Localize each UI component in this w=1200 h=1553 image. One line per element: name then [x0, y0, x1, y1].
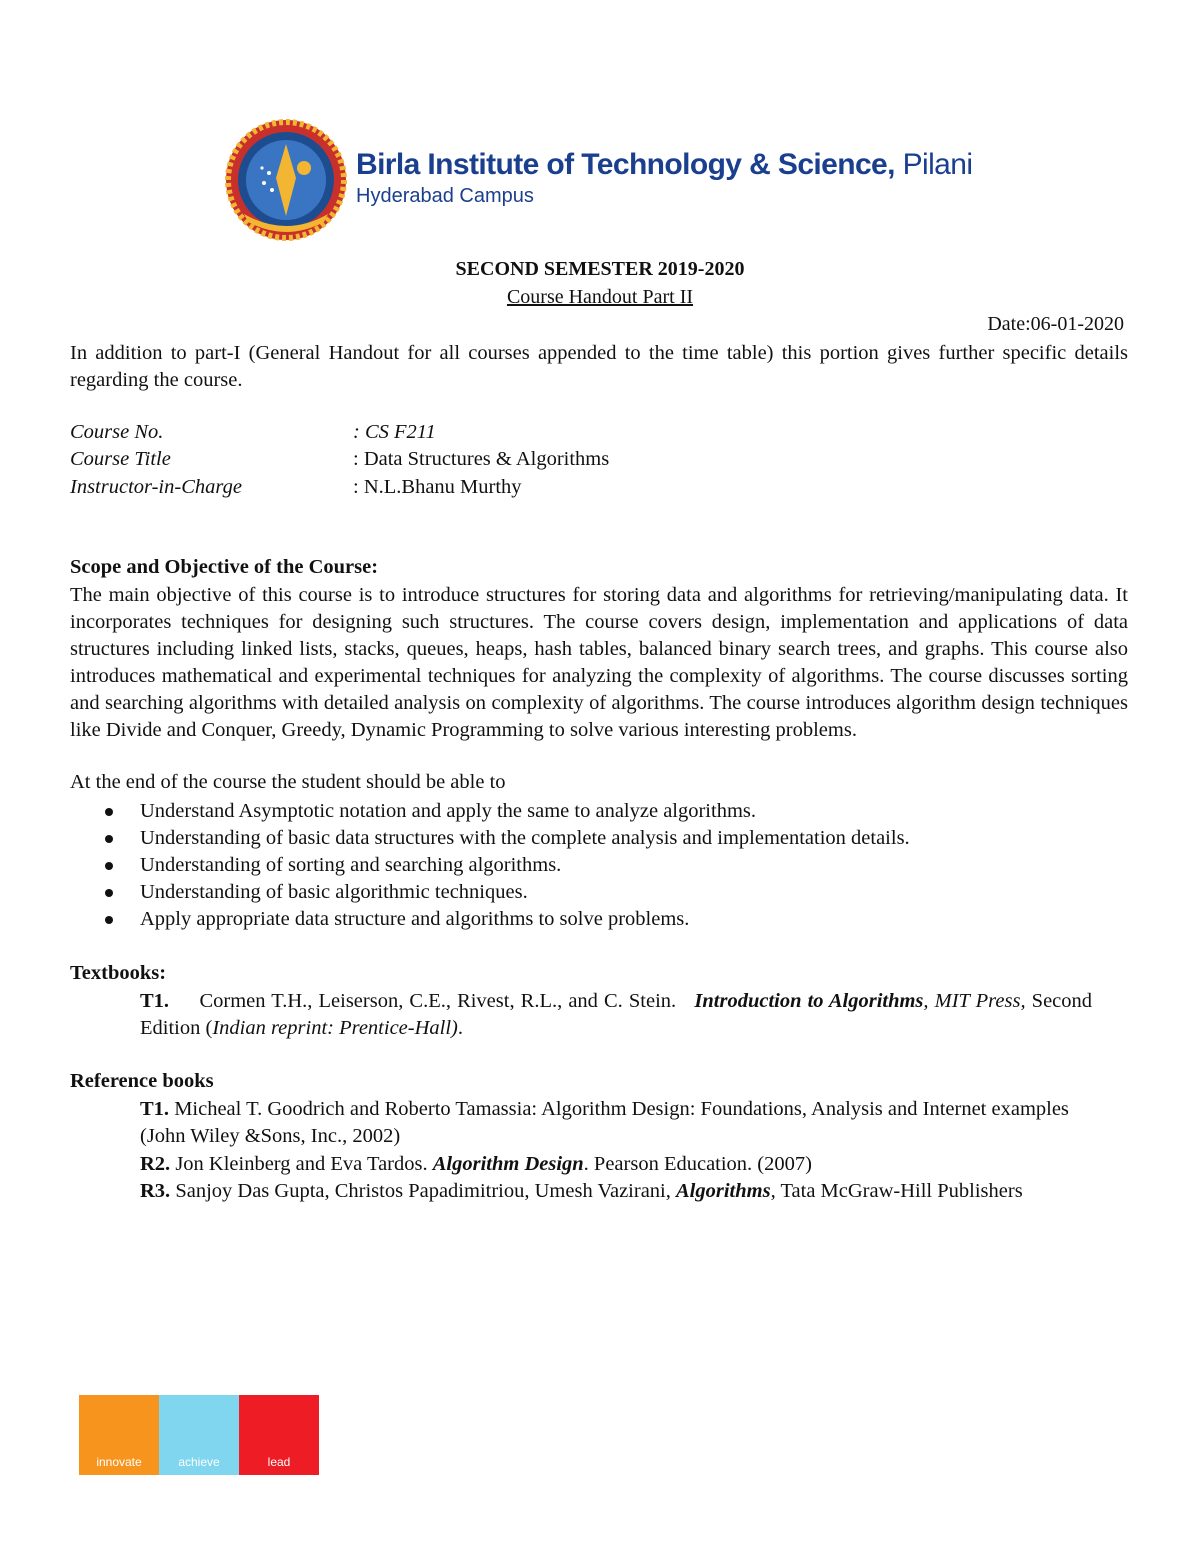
course-title-value: : Data Structures & Algorithms: [353, 448, 610, 470]
bullet-icon: [105, 916, 113, 924]
innovate-block: innovate: [79, 1395, 159, 1475]
outcomes-intro: At the end of the course the student should be able to: [70, 771, 506, 793]
reference-r3: R3. Sanjoy Das Gupta, Christos Papadimitriou, Umesh Vazirani, Algorithms, Tata McGraw-Hill Publishers: [140, 1180, 1023, 1202]
list-item: Understand Asymptotic notation and apply the same to analyze algorithms.: [70, 798, 910, 825]
course-no-value: : CS F211: [353, 421, 436, 443]
handout-date: Date:06-01-2020: [987, 313, 1124, 335]
list-item: Understanding of basic data structures with the complete analysis and implementation details.: [70, 825, 910, 852]
textbook-t1: T1. Cormen T.H., Leiserson, C.E., Rivest, R.L., and C. Stein. Introduction to Algorithms, MIT Press, Second Edition (Indian reprint: Prentice-Hall).: [140, 990, 1093, 1039]
bits-emblem-logo: [224, 118, 348, 242]
reference-r2: R2. Jon Kleinberg and Eva Tardos. Algorithm Design. Pearson Education. (2007): [140, 1153, 812, 1175]
course-title-label: Course Title: [70, 448, 171, 470]
scope-paragraph: The main objective of this course is to introduce structures for storing data and algorithms for retrieving/manipulating data. It incorporates techniques for designing such structures. The course covers design, implementation and applications of data structures including linked lists, stacks, queues, heaps, hash tables, balanced binary search trees, and graphs. This course also introduces mathematical and experimental techniques for analyzing the complexity of algorithms. The course discusses sorting and searching algorithms with detailed analysis on complexity of algorithms. The course introduces algorithm design techniques like Divide and Conquer, Greedy, Dynamic Programming to solve various interesting problems.: [70, 584, 1128, 741]
achieve-block: achieve: [159, 1395, 239, 1475]
instructor-value: : N.L.Bhanu Murthy: [353, 476, 522, 498]
institute-name: Birla Institute of Technology & Science, Pilani: [356, 148, 973, 181]
instructor-label: Instructor-in-Charge: [70, 476, 242, 498]
campus-name: Hyderabad Campus: [356, 185, 534, 207]
intro-paragraph: In addition to part-I (General Handout for all courses appended to the time table) this portion gives further specific details regarding the course.: [70, 342, 1128, 391]
textbooks-heading: Textbooks:: [70, 962, 167, 984]
course-no-label: Course No.: [70, 421, 164, 443]
scope-heading: Scope and Objective of the Course:: [70, 556, 379, 578]
outcomes-list: [70, 798, 910, 933]
reference-r1: T1. Micheal T. Goodrich and Roberto Tamassia: Algorithm Design: Foundations, Analysis and Internet examples (John Wiley &Sons, Inc., 2002): [140, 1098, 1069, 1147]
list-item: Apply appropriate data structure and algorithms to solve problems.: [70, 906, 910, 933]
bullet-icon: [105, 862, 113, 870]
bullet-icon: [105, 889, 113, 897]
bullet-icon: [105, 808, 113, 816]
list-item: Understanding of basic algorithmic techniques.: [70, 879, 910, 906]
semester-title: SECOND SEMESTER 2019-2020: [455, 258, 745, 280]
handout-part-title: Course Handout Part II: [506, 286, 694, 308]
footer-brand-blocks: [79, 1395, 319, 1475]
list-item: Understanding of sorting and searching algorithms.: [70, 852, 910, 879]
lead-block: lead: [239, 1395, 319, 1475]
bullet-icon: [105, 835, 113, 843]
references-heading: Reference books: [70, 1070, 214, 1092]
